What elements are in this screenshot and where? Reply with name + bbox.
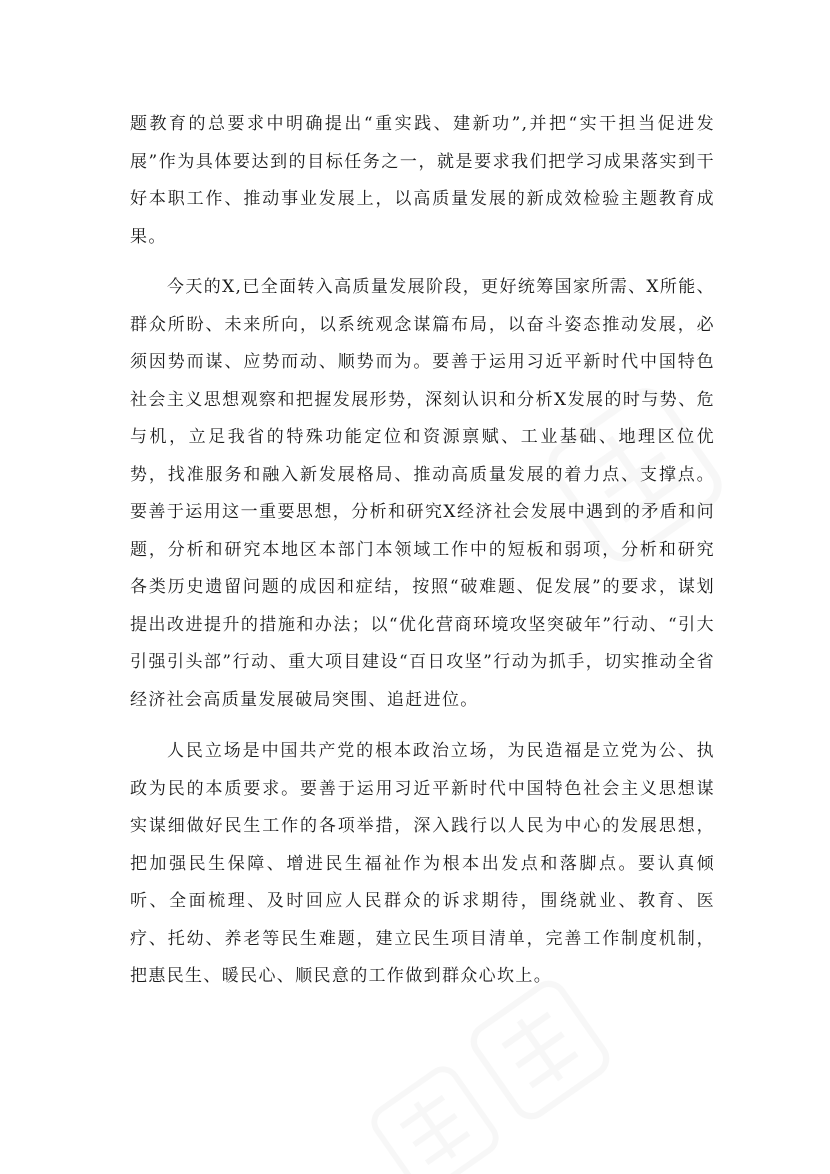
body-paragraph: 题教育的总要求中明确提出“重实践、建新功”,并把“实干担当促进发展”作为具体要达到的目标任务之一，就是要求我们把学习成果落实到干好本职工作、推动事业发展上，以高质量发展的新成效检验主题教育成果。 xyxy=(130,114,715,247)
body-paragraph: 人民立场是中国共产党的根本政治立场，为民造福是立党为公、执政为民的本质要求。要善于运用习近平新时代中国特色社会主义思想谋实谋细做好民生工作的各项举措，深入践行以人民为中心的发展思想，把加强民生保障、增进民生福祉作为根本出发点和落脚点。要认真倾听、全面梳理、及时回应人民群众的诉求期待，围绕就业、教育、医疗、托幼、养老等民生难题，建立民生项目清单，完善工作制度机制，把惠民生、暖民心、顺民意的工作做到群众心坎上。 xyxy=(130,741,715,986)
watermark-logo-icon xyxy=(358,1053,511,1174)
body-paragraph: 今天的X,已全面转入高质量发展阶段，更好统筹国家所需、X所能、群众所盼、未来所向，以系统观念谋篇布局，以奋斗姿态推动发展，必须因势而谋、应势而动、顺势而为。要善于运用习近平新时代中国特色社会主义思想观察和把握发展形势，深刻认识和分析X发展的时与势、危与机，立足我省的特殊功能定位和资源禀赋、工业基础、地理区位优势，找准服务和融入新发展格局、推动高质量发展的着力点、支撑点。要善于运用这一重要思想，分析和研究X经济社会发展中遇到的矛盾和问题，分析和研究本地区本部门本领域工作中的短板和弱项，分析和研究各类历史遗留问题的成因和症结，按照“破难题、促发展”的要求，谋划提出改进提升的措施和办法；以“优化营商环境攻坚突破年”行动、“引大引强引头部”行动、重大项目建设“百日攻坚”行动为抓手，切实推动全省经济社会高质量发展破局突围、追赶进位。 xyxy=(130,277,715,710)
document-body xyxy=(130,106,715,996)
